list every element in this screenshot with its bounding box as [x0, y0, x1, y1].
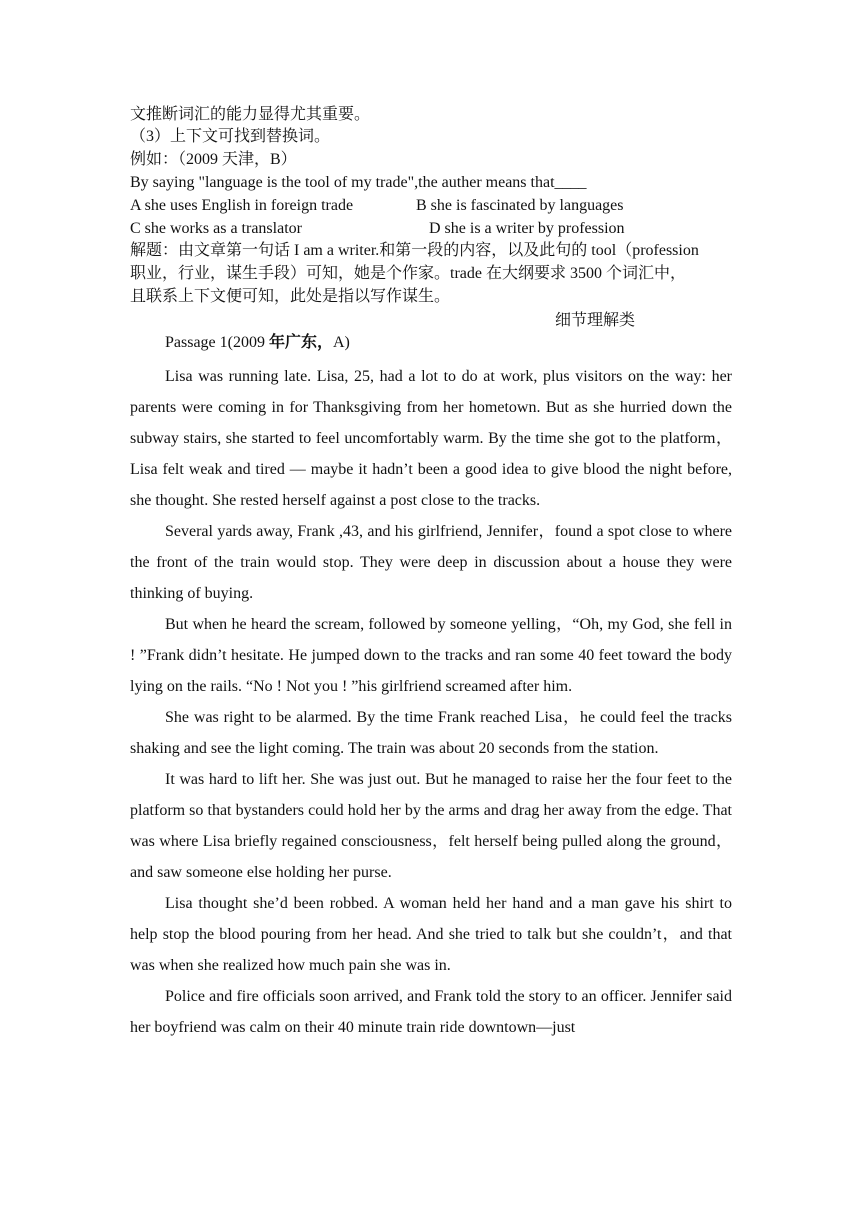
section-heading: 细节理解类 — [555, 310, 636, 329]
option-b: B she is fascinated by languages — [416, 197, 624, 214]
passage-title-part-3: A) — [333, 334, 350, 351]
explanation-line-1: 解题：由文章第一句话 I am a writer.和第一段的内容，以及此句的 tool（profession — [130, 242, 699, 259]
explanation-line-2: 职业，行业，谋生手段）可知，她是个作家。trade 在大纲要求 3500 个词汇中， — [130, 265, 686, 282]
explanation-line-3: 且联系上下文便可知，此处是指以写作谋生。 — [130, 288, 451, 305]
paragraph-7: Police and fire officials soon arrived, and Frank told the story to an officer. Jennifer said her boyfriend was calm on their 40 minute train ride downtown—just — [130, 988, 732, 1036]
intro-line-2: （3）上下文可找到替换词。 — [130, 128, 331, 145]
passage-title-part-1: Passage 1(2009 — [165, 334, 269, 351]
paragraph-4: She was right to be alarmed. By the time Frank reached Lisa，he could feel the tracks shaking and see the light coming. The train was about 20 seconds from the station. — [130, 709, 732, 757]
paragraph-2: Several yards away, Frank ,43, and his girlfriend, Jennifer，found a spot close to where the front of the train would stop. They were deep in discussion about a house they were thinking of buying. — [130, 523, 732, 602]
paragraph-1: Lisa was running late. Lisa, 25, had a lot to do at work, plus visitors on the way: her parents were coming in for Thanksgiving from her hometown. But as she hurried down the subway stairs, she started to feel uncomfortably warm. By the time she got to the platform，Lisa felt weak and tired — maybe it hadn’t been a good idea to give blood the night before, she thought. She rested herself against a post close to the tracks. — [130, 368, 732, 509]
passage-body — [130, 361, 732, 1043]
passage-title-part-2: 年广东， — [268, 332, 333, 351]
option-c: C she works as a translator — [130, 220, 302, 237]
question-stem: By saying "language is the tool of my trade",the auther means that____ — [130, 174, 587, 191]
example-label: 例如：（2009 天津，B） — [130, 151, 297, 168]
option-d: D she is a writer by profession — [429, 220, 625, 237]
paragraph-3: But when he heard the scream, followed by someone yelling，“Oh, my God, she fell in ! ”Frank didn’t hesitate. He jumped down to the tracks and ran some 40 feet toward the body lying on the rails. “No ! Not you ! ”his girlfriend screamed after him. — [130, 616, 732, 695]
paragraph-6: Lisa thought she’d been robbed. A woman held her hand and a man gave his shirt to help stop the blood pouring from her head. And she tried to talk but she couldn’t，and that was when she realized how much pain she was in. — [130, 895, 733, 974]
intro-line-1: 文推断词汇的能力显得尤其重要。 — [130, 106, 371, 123]
passage-title — [165, 331, 350, 354]
option-a: A she uses English in foreign trade — [130, 197, 354, 214]
paragraph-5: It was hard to lift her. She was just out. But he managed to raise her the four feet to the platform so that bystanders could hold her by the arms and drag her away from the edge. That was where Lisa briefly regained consciousness，felt herself being pulled along the ground，and saw someone else holding her purse. — [130, 771, 732, 881]
